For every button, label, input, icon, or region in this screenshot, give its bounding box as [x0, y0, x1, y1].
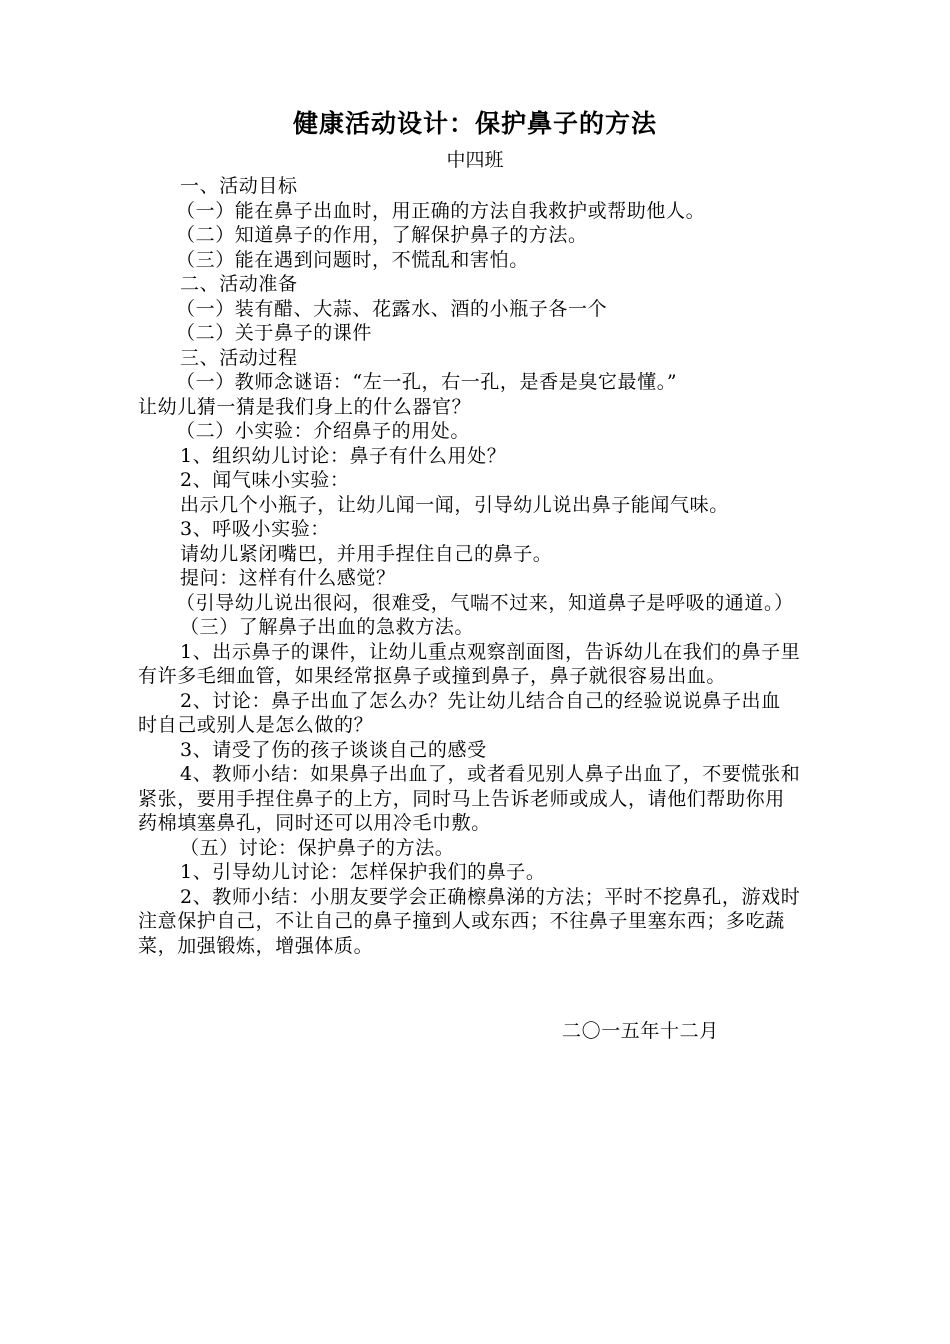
paragraph-line: 1、出示鼻子的课件，让幼儿重点观察剖面图，告诉幼儿在我们的鼻子里 [180, 640, 801, 663]
paragraph-line: 4、教师小结：如果鼻子出血了，或者看见别人鼻子出血了，不要慌张和 [180, 763, 801, 785]
section-heading: 二、活动准备 [180, 273, 298, 295]
paragraph-line: 菜，加强锻炼，增强体质。 [138, 934, 374, 957]
paragraph-line: 3、呼吸小实验： [180, 518, 330, 540]
document-title: 健康活动设计：保护鼻子的方法 [292, 109, 657, 138]
paragraph-line: （一）能在鼻子出血时，用正确的方法自我救护或帮助他人。 [176, 199, 706, 222]
paragraph-line: 2、教师小结：小朋友要学会正确檫鼻涕的方法；平时不挖鼻孔，游戏时 [180, 885, 801, 908]
paragraph-line: 药棉填塞鼻孔，同时还可以用冷毛巾敷。 [138, 812, 491, 834]
paragraph-line: （引导幼儿说出很闷，很难受，气喘不过来，知道鼻子是呼吸的通道。） [176, 591, 794, 614]
paragraph-line: 紧张，要用手捏住鼻子的上方，同时马上告诉老师或成人，请他们帮助你用 [138, 787, 785, 810]
paragraph-line: 1、引导幼儿讨论：怎样保护我们的鼻子。 [180, 861, 546, 883]
paragraph-line: （一）教师念谜语：“左一孔，右一孔，是香是臭它最懂。” [176, 371, 678, 393]
paragraph-line: （一）装有醋、大蒜、花露水、酒的小瓶子各一个 [176, 297, 608, 320]
paragraph-line: （二）小实验：介绍鼻子的用处。 [176, 420, 471, 442]
section-heading: 三、活动过程 [180, 346, 298, 369]
paragraph-line: （三）了解鼻子出血的急救方法。 [180, 616, 475, 638]
paragraph-line: （五）讨论：保护鼻子的方法。 [180, 836, 455, 859]
paragraph-line: （二）关于鼻子的课件 [176, 322, 373, 344]
paragraph-line: 提问：这样有什么感觉？ [180, 567, 396, 589]
paragraph-line: 注意保护自己，不让自己的鼻子撞到人或东西；不往鼻子里塞东西；多吃蔬 [138, 910, 785, 932]
paragraph-line: 时自己或别人是怎么做的？ [138, 714, 374, 736]
paragraph-line: （二）知道鼻子的作用，了解保护鼻子的方法。 [176, 224, 588, 246]
paragraph-line: 2、讨论：鼻子出血了怎么办？先让幼儿结合自己的经验说说鼻子出血 [180, 689, 781, 712]
paragraph-line: 请幼儿紧闭嘴巴，并用手捏住自己的鼻子。 [180, 542, 553, 565]
class-name: 中四班 [446, 149, 504, 171]
paragraph-line: 有许多毛细血管，如果经常抠鼻子或撞到鼻子，鼻子就很容易出血。 [138, 665, 727, 687]
paragraph-line: 让幼儿猜一猜是我们身上的什么器官？ [138, 395, 472, 418]
document-body [138, 174, 862, 958]
paragraph-line: 出示几个小瓶子，让幼儿闻一闻，引导幼儿说出鼻子能闻气味。 [180, 493, 729, 516]
paragraph-line: 1、组织幼儿讨论：鼻子有什么用处？ [180, 444, 507, 467]
section-heading: 一、活动目标 [180, 175, 298, 197]
paragraph-line: （三）能在遇到问题时，不慌乱和害怕。 [176, 248, 529, 271]
document-date: 二〇一五年十二月 [562, 1020, 719, 1042]
paragraph-line: 2、闻气味小实验： [180, 469, 350, 491]
paragraph-line: 3、请受了伤的孩子谈谈自己的感受 [180, 738, 487, 761]
